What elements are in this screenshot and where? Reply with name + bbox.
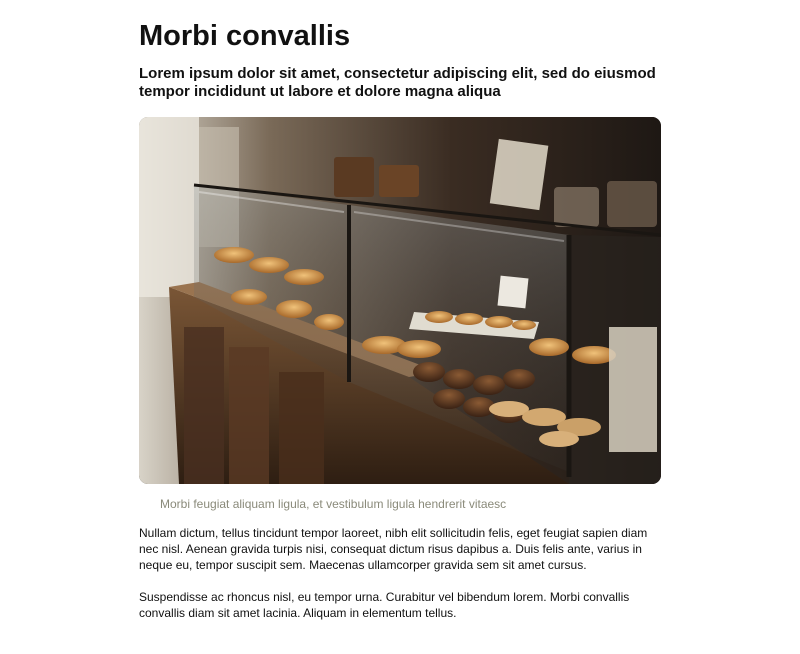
page-subtitle: Lorem ipsum dolor sit amet, consectetur adipiscing elit, sed do eiusmod tempor incididunt ut labore et dolore magna aliqua xyxy=(139,65,656,100)
page-title: Morbi convallis xyxy=(139,20,351,52)
body-paragraph: Nullam dictum, tellus tincidunt tempor laoreet, nibh elit sollicitudin felis, eget feugiat sapien diam nec nisl. Aenean gravida turpis nisi, consequat dictum risus dapibus a. Duis felis ante, varius in neque eu, tempor suscipit sem. Maecenas ullamcorper gravida sem sit amet cursus. xyxy=(139,526,648,572)
bakery-scene-illustration xyxy=(139,117,661,484)
bakery-display-case-image xyxy=(139,117,661,484)
body-paragraph: Suspendisse ac rhoncus nisl, eu tempor urna. Curabitur vel bibendum lorem. Morbi convallis convallis diam sit amet lacinia. Aliquam in elementum tellus. xyxy=(139,590,630,620)
image-caption: Morbi feugiat aliquam ligula, et vestibulum ligula hendrerit vitaesc xyxy=(160,497,507,511)
